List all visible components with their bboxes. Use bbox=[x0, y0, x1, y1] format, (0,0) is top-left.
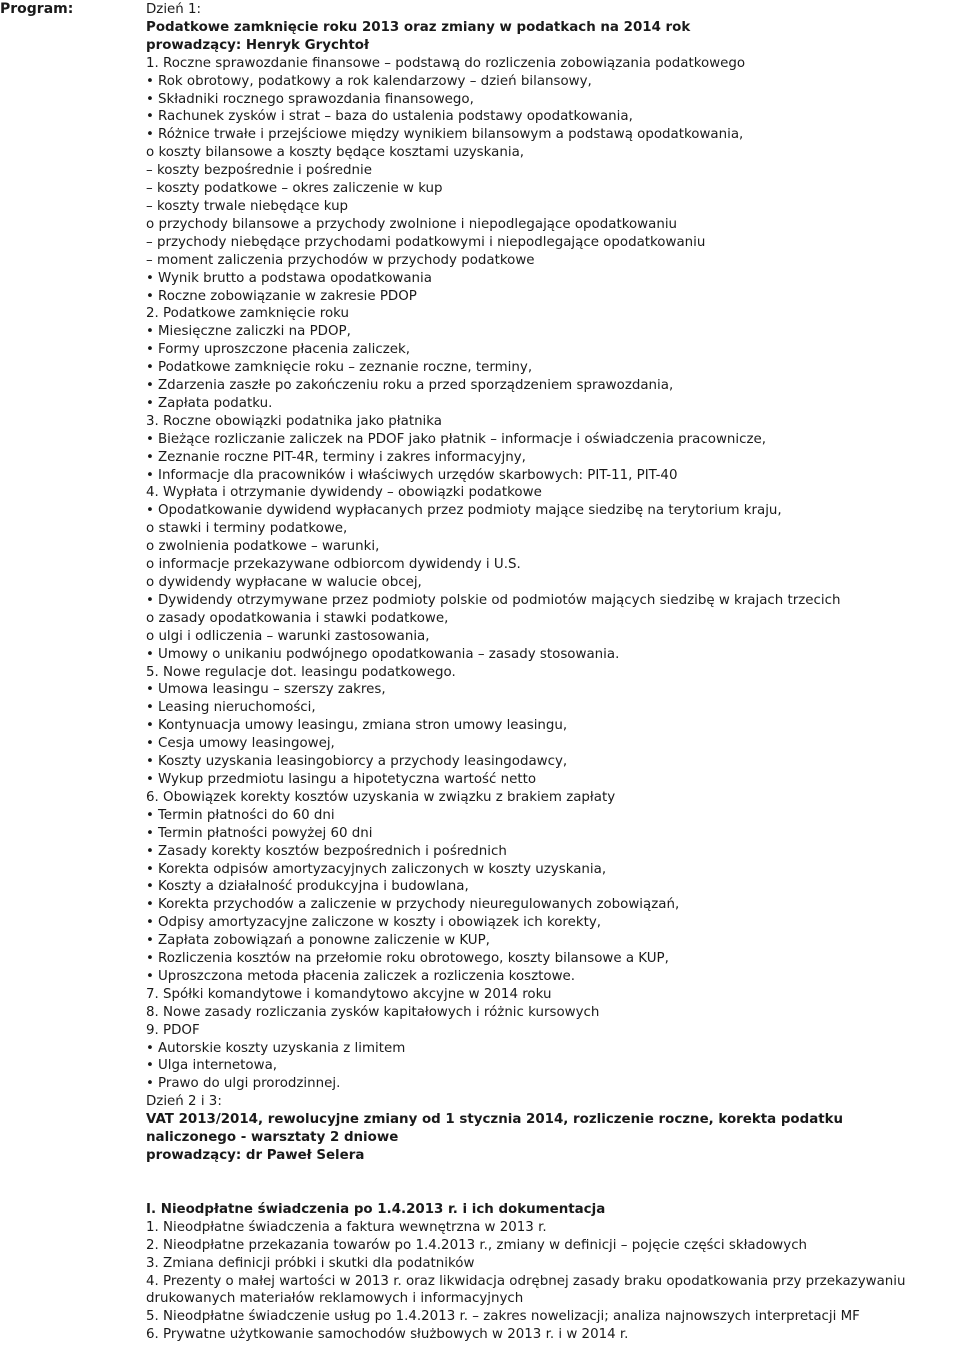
list-item-text: 7. Spółki komandytowe i komandytowo akcyjne w 2014 roku bbox=[146, 986, 552, 1002]
list-item bbox=[146, 556, 960, 574]
section-i-item: 3. Zmiana definicji próbki i skutki dla podatników bbox=[146, 1255, 475, 1271]
list-item-text: Miesięczne zaliczki na PDOP, bbox=[158, 324, 351, 340]
list-item-text: Formy uproszczone płacenia zaliczek, bbox=[158, 342, 410, 358]
list-item bbox=[146, 252, 960, 270]
list-item-text: Zapłata zobowiązań a ponowne zaliczenie w KUP, bbox=[158, 933, 490, 949]
list-item bbox=[146, 413, 960, 431]
section-i-item: 5. Nieodpłatne świadczenie usług po 1.4.2013 r. – zakres nowelizacji; analiza najnowszych interpretacji MF bbox=[146, 1309, 860, 1325]
day1-title: Podatkowe zamknięcie roku 2013 oraz zmiany w podatkach na 2014 rok bbox=[146, 19, 691, 35]
list-item bbox=[146, 610, 960, 628]
list-item-text: – koszty trwale niebędące kup bbox=[146, 198, 349, 214]
day1-agenda bbox=[146, 55, 960, 1094]
list-item-text: Koszty a działalność produkcyjna i budowlana, bbox=[158, 879, 469, 895]
day1-heading: Dzień 1: bbox=[146, 2, 202, 17]
day1-lead: prowadzący: Henryk Grychtoł bbox=[146, 37, 369, 53]
list-item bbox=[146, 789, 960, 807]
bullet-icon: • bbox=[146, 915, 154, 931]
list-item bbox=[146, 305, 960, 323]
list-item-text: Umowy o unikaniu podwójnego opodatkowania – zasady stosowania. bbox=[158, 646, 620, 662]
bullet-icon: • bbox=[146, 807, 154, 823]
bullet-icon: • bbox=[146, 1040, 154, 1056]
bullet-list-item bbox=[146, 323, 960, 341]
bullet-icon: • bbox=[146, 592, 154, 608]
bullet-list-item bbox=[146, 1040, 960, 1058]
list-item-text: 5. Nowe regulacje dot. leasingu podatkowego. bbox=[146, 664, 456, 680]
bullet-icon: • bbox=[146, 270, 154, 286]
list-item-text: Korekta odpisów amortyzacyjnych zaliczonych w koszty uzyskania, bbox=[158, 861, 607, 877]
list-item-text: Autorskie koszty uzyskania z limitem bbox=[158, 1040, 406, 1056]
bullet-icon: • bbox=[146, 754, 154, 770]
bullet-list-item bbox=[146, 431, 960, 449]
bullet-icon: • bbox=[146, 431, 154, 447]
list-item-text: Korekta przychodów a zaliczenie w przychody nieuregulowanych zobowiązań, bbox=[158, 897, 680, 913]
bullet-icon: • bbox=[146, 73, 154, 89]
list-item-text: Termin płatności do 60 dni bbox=[158, 807, 335, 823]
list-item-text: o informacje przekazywane odbiorcom dywidendy i U.S. bbox=[146, 557, 521, 573]
program-content bbox=[146, 1, 960, 1344]
program-label: Program: bbox=[0, 1, 74, 17]
bullet-icon: • bbox=[146, 736, 154, 752]
list-item-text: 3. Roczne obowiązki podatnika jako płatnika bbox=[146, 413, 443, 429]
bullet-list-item bbox=[146, 735, 960, 753]
bullet-list-item bbox=[146, 449, 960, 467]
bullet-list-item bbox=[146, 932, 960, 950]
list-item-text: 2. Podatkowe zamknięcie roku bbox=[146, 306, 349, 322]
bullet-list-item bbox=[146, 968, 960, 986]
list-item-text: Zasady korekty kosztów bezpośrednich i pośrednich bbox=[158, 843, 507, 859]
list-item-text: Opodatkowanie dywidend wypłacanych przez podmioty mające siedzibę na terytorium kraju, bbox=[158, 503, 782, 519]
bullet-icon: • bbox=[146, 109, 154, 125]
bullet-list-item bbox=[146, 73, 960, 91]
list-item bbox=[146, 1004, 960, 1022]
day23-title-line2: naliczonego - warsztaty 2 dniowe bbox=[146, 1130, 399, 1146]
list-item-text: Prawo do ulgi prorodzinnej. bbox=[158, 1076, 341, 1092]
bullet-icon: • bbox=[146, 682, 154, 698]
section-i-item: drukowanych materiałów reklamowych i informacyjnych bbox=[146, 1291, 524, 1307]
bullet-icon: • bbox=[146, 1076, 154, 1092]
bullet-list-item bbox=[146, 126, 960, 144]
list-item-text: Zapłata podatku. bbox=[158, 395, 273, 411]
bullet-icon: • bbox=[146, 897, 154, 913]
list-item-text: Kontynuacja umowy leasingu, zmiana stron umowy leasingu, bbox=[158, 718, 568, 734]
list-item-text: Zeznanie roczne PIT-4R, terminy i zakres informacyjny, bbox=[158, 449, 526, 465]
bullet-icon: • bbox=[146, 449, 154, 465]
bullet-icon: • bbox=[146, 771, 154, 787]
list-item bbox=[146, 664, 960, 682]
list-item-text: 9. PDOF bbox=[146, 1022, 200, 1038]
bullet-icon: • bbox=[146, 968, 154, 984]
bullet-icon: • bbox=[146, 951, 154, 967]
bullet-icon: • bbox=[146, 861, 154, 877]
bullet-list-item bbox=[146, 717, 960, 735]
bullet-list-item bbox=[146, 878, 960, 896]
list-item bbox=[146, 574, 960, 592]
list-item bbox=[146, 538, 960, 556]
bullet-list-item bbox=[146, 377, 960, 395]
list-item-text: o zwolnienia podatkowe – warunki, bbox=[146, 539, 380, 555]
section-i-items bbox=[146, 1219, 960, 1344]
list-item-text: Różnice trwałe i przejściowe między wynikiem bilansowym a podstawą opodatkowania, bbox=[158, 127, 744, 143]
list-item-text: o dywidendy wypłacane w walucie obcej, bbox=[146, 575, 422, 590]
section-i-item: 2. Nieodpłatne przekazania towarów po 1.4.2013 r., zmiany w definicji – pojęcie części składowych bbox=[146, 1237, 808, 1253]
bullet-list-item bbox=[146, 843, 960, 861]
list-item-text: Koszty uzyskania leasingobiorcy a przychody leasingodawcy, bbox=[158, 754, 568, 770]
section-i-item: 4. Prezenty o małej wartości w 2013 r. oraz likwidacja odrębnej zasady braku opodatkowania przy przekazywaniu bbox=[146, 1273, 906, 1289]
list-item-text: Rozliczenia kosztów na przełomie roku obrotowego, koszty bilansowe a KUP, bbox=[158, 951, 669, 967]
list-item bbox=[146, 55, 960, 73]
bullet-icon: • bbox=[146, 378, 154, 394]
bullet-icon: • bbox=[146, 395, 154, 411]
bullet-list-item bbox=[146, 753, 960, 771]
list-item-text: Informacje dla pracowników i właściwych urzędów skarbowych: PIT-11, PIT-40 bbox=[158, 467, 678, 483]
bullet-icon: • bbox=[146, 700, 154, 716]
list-item-text: Ulga internetowa, bbox=[158, 1058, 278, 1074]
list-item-text: 1. Roczne sprawozdanie finansowe – podstawą do rozliczenia zobowiązania podatkowego bbox=[146, 55, 746, 71]
bullet-list-item bbox=[146, 807, 960, 825]
list-item bbox=[146, 628, 960, 646]
bullet-icon: • bbox=[146, 91, 154, 107]
bullet-icon: • bbox=[146, 324, 154, 340]
bullet-icon: • bbox=[146, 360, 154, 376]
day23-heading: Dzień 2 i 3: bbox=[146, 1094, 222, 1110]
list-item-text: 6. Obowiązek korekty kosztów uzyskania w związku z brakiem zapłaty bbox=[146, 789, 616, 805]
list-item-text: o koszty bilansowe a koszty będące kosztami uzyskania, bbox=[146, 145, 525, 161]
bullet-list-item bbox=[146, 359, 960, 377]
bullet-list-item bbox=[146, 681, 960, 699]
bullet-list-item bbox=[146, 467, 960, 485]
section-spacer bbox=[146, 1165, 960, 1201]
bullet-icon: • bbox=[146, 843, 154, 859]
list-item-text: – koszty bezpośrednie i pośrednie bbox=[146, 163, 372, 179]
list-item bbox=[146, 198, 960, 216]
list-item-text: Wynik brutto a podstawa opodatkowania bbox=[158, 270, 432, 286]
list-item bbox=[146, 234, 960, 252]
bullet-list-item bbox=[146, 341, 960, 359]
bullet-list-item bbox=[146, 1057, 960, 1075]
list-item-text: Zdarzenia zaszłe po zakończeniu roku a przed sporządzeniem sprawozdania, bbox=[158, 378, 674, 394]
list-item bbox=[146, 180, 960, 198]
list-item bbox=[146, 484, 960, 502]
list-item-text: Roczne zobowiązanie w zakresie PDOP bbox=[158, 288, 417, 304]
list-item-text: o zasady opodatkowania i stawki podatkowe, bbox=[146, 610, 449, 626]
day23-title-line1: VAT 2013/2014, rewolucyjne zmiany od 1 stycznia 2014, rozliczenie roczne, korekta podatku bbox=[146, 1112, 844, 1128]
bullet-list-item bbox=[146, 896, 960, 914]
list-item-text: Bieżące rozliczanie zaliczek na PDOF jako płatnik – informacje i oświadczenia pracownicze, bbox=[158, 431, 766, 447]
list-item-text: Leasing nieruchomości, bbox=[158, 700, 316, 716]
list-item bbox=[146, 1022, 960, 1040]
bullet-icon: • bbox=[146, 503, 154, 519]
bullet-icon: • bbox=[146, 646, 154, 662]
bullet-list-item bbox=[146, 861, 960, 879]
list-item bbox=[146, 986, 960, 1004]
list-item-text: Rachunek zysków i strat – baza do ustalenia podstawy opodatkowania, bbox=[158, 109, 633, 125]
section-i-item: 1. Nieodpłatne świadczenia a faktura wewnętrzna w 2013 r. bbox=[146, 1219, 547, 1235]
bullet-list-item bbox=[146, 771, 960, 789]
bullet-list-item bbox=[146, 914, 960, 932]
bullet-list-item bbox=[146, 108, 960, 126]
list-item-text: Dywidendy otrzymywane przez podmioty polskie od podmiotów mających siedzibę w krajach trzecich bbox=[158, 592, 841, 608]
list-item bbox=[146, 216, 960, 234]
list-item-text: 8. Nowe zasady rozliczania zysków kapitałowych i różnic kursowych bbox=[146, 1004, 600, 1020]
bullet-list-item bbox=[146, 91, 960, 109]
bullet-icon: • bbox=[146, 342, 154, 358]
day23-lead: prowadzący: dr Paweł Selera bbox=[146, 1148, 365, 1163]
bullet-icon: • bbox=[146, 288, 154, 304]
bullet-list-item bbox=[146, 1075, 960, 1093]
list-item bbox=[146, 144, 960, 162]
list-item-text: Umowa leasingu – szerszy zakres, bbox=[158, 682, 386, 698]
bullet-icon: • bbox=[146, 933, 154, 949]
list-item-text: Rok obrotowy, podatkowy a rok kalendarzowy – dzień bilansowy, bbox=[158, 73, 592, 89]
list-item-text: o stawki i terminy podatkowe, bbox=[146, 521, 348, 537]
section-i-item: 6. Prywatne użytkowanie samochodów służbowych w 2013 r. i w 2014 r. bbox=[146, 1327, 629, 1343]
list-item-text: o ulgi i odliczenia – warunki zastosowania, bbox=[146, 628, 430, 644]
bullet-icon: • bbox=[146, 825, 154, 841]
bullet-list-item bbox=[146, 950, 960, 968]
list-item-text: Uproszczona metoda płacenia zaliczek a rozliczenia kosztowe. bbox=[158, 968, 576, 984]
bullet-list-item bbox=[146, 395, 960, 413]
list-item-text: Wykup przedmiotu lasingu a hipotetyczna wartość netto bbox=[158, 771, 537, 787]
list-item-text: Podatkowe zamknięcie roku – zeznanie roczne, terminy, bbox=[158, 360, 533, 376]
bullet-list-item bbox=[146, 646, 960, 664]
bullet-icon: • bbox=[146, 467, 154, 483]
section-i-heading: I. Nieodpłatne świadczenia po 1.4.2013 r. i ich dokumentacja bbox=[146, 1201, 606, 1217]
list-item bbox=[146, 520, 960, 538]
bullet-list-item bbox=[146, 270, 960, 288]
bullet-icon: • bbox=[146, 127, 154, 143]
list-item-text: Cesja umowy leasingowej, bbox=[158, 736, 335, 752]
bullet-list-item bbox=[146, 502, 960, 520]
bullet-list-item bbox=[146, 288, 960, 306]
list-item-text: – moment zaliczenia przychodów w przychody podatkowe bbox=[146, 252, 535, 268]
list-item-text: o przychody bilansowe a przychody zwolnione i niepodlegające opodatkowaniu bbox=[146, 216, 678, 232]
list-item-text: Odpisy amortyzacyjne zaliczone w koszty i obowiązek ich korekty, bbox=[158, 915, 602, 931]
bullet-icon: • bbox=[146, 879, 154, 895]
list-item-text: 4. Wypłata i otrzymanie dywidendy – obowiązki podatkowe bbox=[146, 485, 542, 501]
list-item-text: Termin płatności powyżej 60 dni bbox=[158, 825, 373, 841]
list-item-text: Składniki rocznego sprawozdania finansowego, bbox=[158, 91, 474, 107]
list-item-text: – koszty podatkowe – okres zaliczenie w kup bbox=[146, 181, 443, 197]
bullet-icon: • bbox=[146, 718, 154, 734]
bullet-list-item bbox=[146, 825, 960, 843]
list-item bbox=[146, 162, 960, 180]
bullet-list-item bbox=[146, 592, 960, 610]
bullet-icon: • bbox=[146, 1058, 154, 1074]
list-item-text: – przychody niebędące przychodami podatkowymi i niepodlegające opodatkowaniu bbox=[146, 234, 706, 250]
bullet-list-item bbox=[146, 699, 960, 717]
